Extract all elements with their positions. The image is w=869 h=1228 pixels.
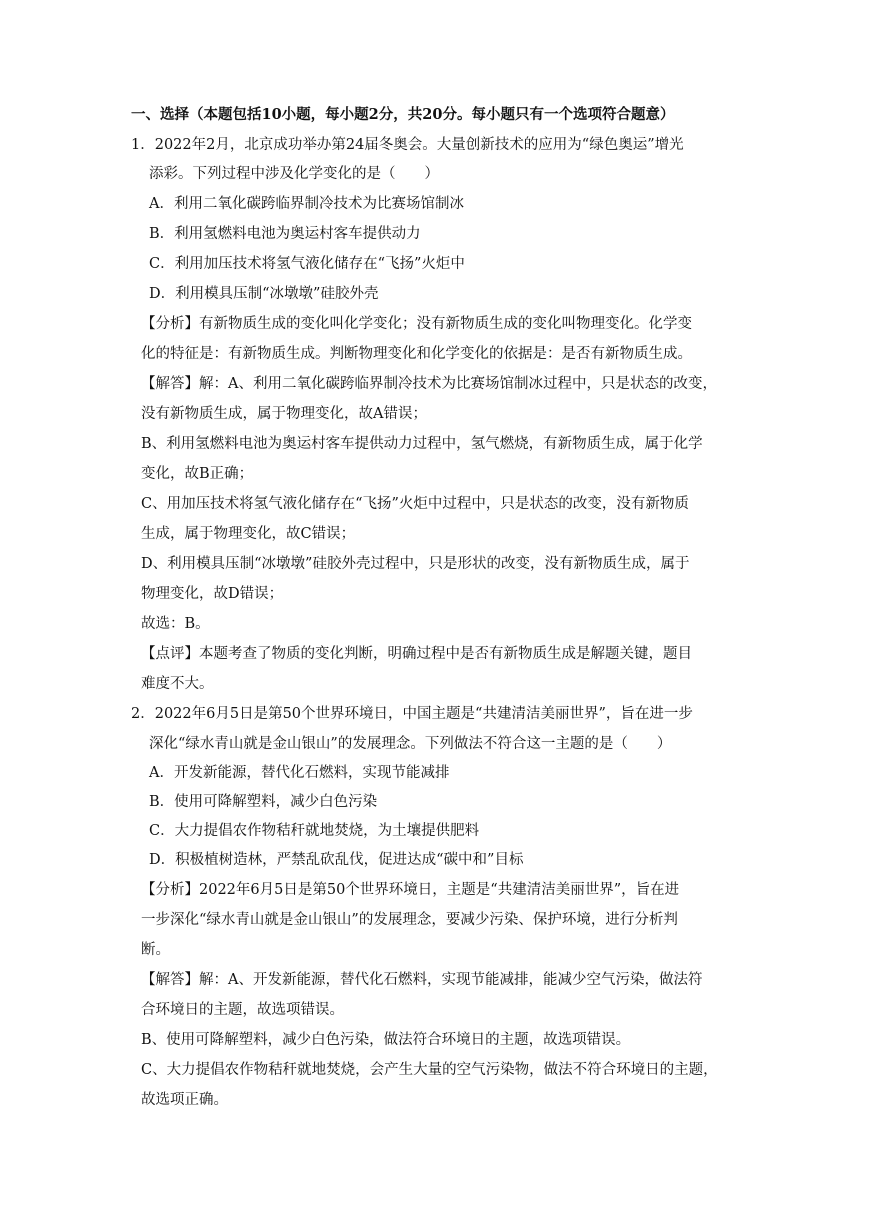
q1-stem-line1: 1．2022年2月，北京成功举办第24届冬奥会。大量创新技术的应用为“绿色奥运”增光 <box>131 137 684 153</box>
q1-answer-line: 故选：B。 <box>141 616 210 632</box>
q1-analysis-line2: 化的特征是：有新物质生成。判断物理变化和化学变化的依据是：是否有新物质生成。 <box>141 346 692 362</box>
q2-option-c: C．大力提倡农作物秸秆就地焚烧，为土壤提供肥料 <box>149 823 480 839</box>
q1-option-b: B．利用氢燃料电池为奥运村客车提供动力 <box>149 226 421 242</box>
q1-option-c: C．利用加压技术将氢气液化储存在“飞扬”火炬中 <box>149 256 465 272</box>
q1-answer-line: C、用加压技术将氢气液化储存在“飞扬”火炬中过程中，只是状态的改变，没有新物质 <box>141 496 689 512</box>
q2-option-d: D．积极植树造林，严禁乱砍乱伐，促进达成“碳中和”目标 <box>149 852 524 868</box>
q1-answer-line: 【解答】解：A、利用二氧化碳跨临界制冷技术为比赛场馆制冰过程中，只是状态的改变， <box>141 376 717 392</box>
section-heading: 一、选择（本题包括10小题，每小题2分，共20分。每小题只有一个选项符合题意） <box>131 106 675 123</box>
q2-stem-line2: 深化“绿水青山就是金山银山”的发展理念。下列做法不符合这一主题的是（ ） <box>149 736 672 752</box>
q1-comment-line2: 难度不大。 <box>141 676 214 692</box>
q1-answer-line: 物理变化，故D错误； <box>141 586 284 602</box>
q1-answer-line: 生成，属于物理变化，故C错误； <box>141 526 356 542</box>
q2-analysis-line: 一步深化“绿水青山就是金山银山”的发展理念，要减少污染、保护环境，进行分析判 <box>141 912 678 928</box>
q2-answer-line: 合环境日的主题，故选项错误。 <box>141 1002 344 1018</box>
q1-answer-line: 变化，故B正确； <box>141 466 254 482</box>
q2-answer-line: 【解答】解：A、开发新能源，替代化石燃料，实现节能减排，能减少空气污染，做法符 <box>141 972 703 988</box>
q1-option-a: A．利用二氧化碳跨临界制冷技术为比赛场馆制冰 <box>149 196 464 212</box>
q1-analysis-line1: 【分析】有新物质生成的变化叫化学变化；没有新物质生成的变化叫物理变化。化学变 <box>141 316 692 332</box>
q2-option-a: A．开发新能源，替代化石燃料，实现节能减排 <box>149 765 450 781</box>
q1-answer-line: B、利用氢燃料电池为奥运村客车提供动力过程中，氢气燃烧，有新物质生成，属于化学 <box>141 436 703 452</box>
q2-answer-line: B、使用可降解塑料，减少白色污染，做法符合环境日的主题，故选项错误。 <box>141 1032 631 1048</box>
q2-option-b: B．使用可降解塑料，减少白色污染 <box>149 794 378 810</box>
q2-answer-line: 故选项正确。 <box>141 1092 228 1108</box>
q1-comment-line1: 【点评】本题考查了物质的变化判断，明确过程中是否有新物质生成是解题关键，题目 <box>141 646 692 662</box>
q1-option-d: D．利用模具压制“冰墩墩”硅胶外壳 <box>149 286 379 302</box>
q2-stem-line1: 2．2022年6月5日是第50个世界环境日，中国主题是“共建清洁美丽世界”，旨在进一步 <box>131 706 693 722</box>
q2-analysis-line: 断。 <box>141 942 170 958</box>
q2-answer-line: C、大力提倡农作物秸秆就地焚烧，会产生大量的空气污染物，做法不符合环境日的主题， <box>141 1062 718 1078</box>
q1-answer-line: D、利用模具压制“冰墩墩”硅胶外壳过程中，只是形状的改变，没有新物质生成，属于 <box>141 556 690 572</box>
q1-answer-line: 没有新物质生成，属于物理变化，故A错误； <box>141 406 427 422</box>
q2-analysis-line: 【分析】2022年6月5日是第50个世界环境日，主题是“共建清洁美丽世界”，旨在进 <box>141 882 680 898</box>
q1-stem-line2: 添彩。下列过程中涉及化学变化的是（ ） <box>149 166 439 182</box>
